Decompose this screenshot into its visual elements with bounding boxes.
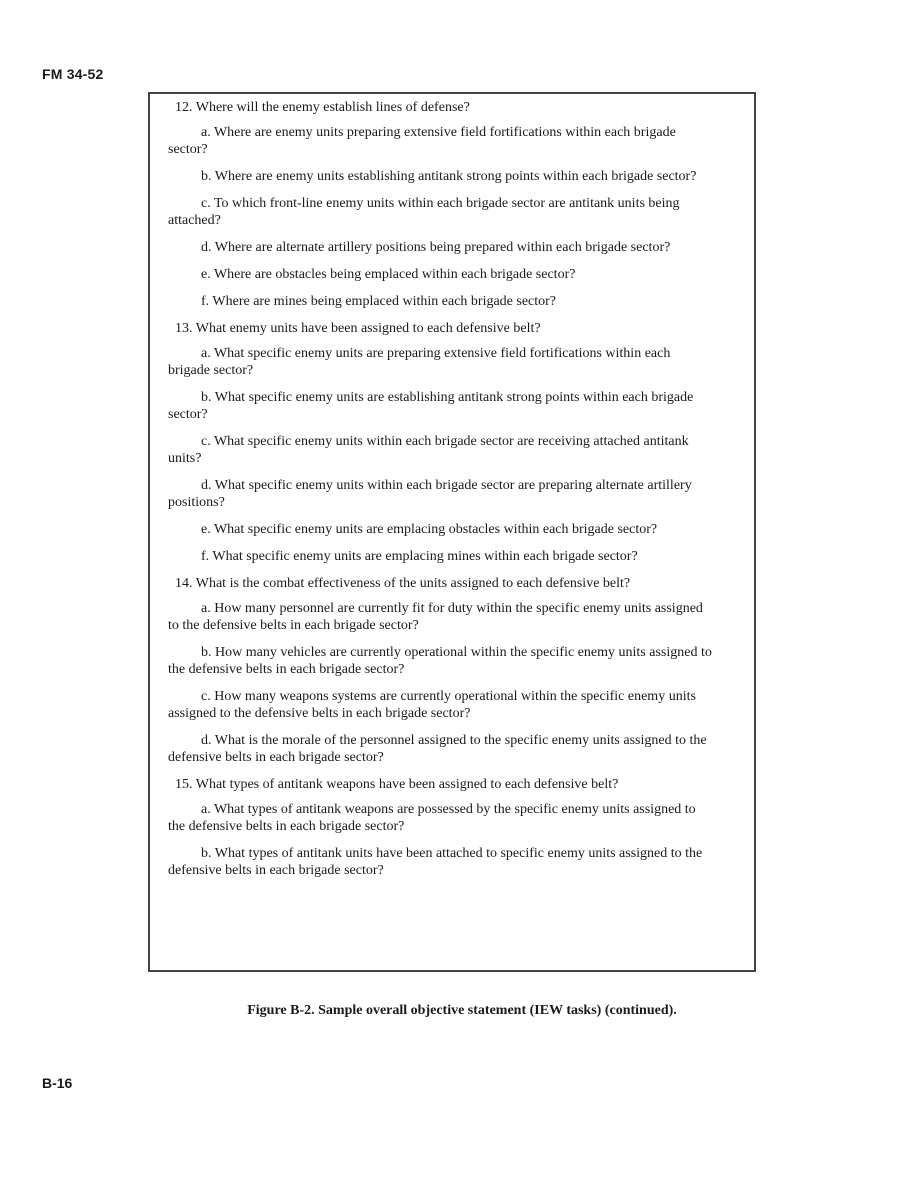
question-14-c: c. How many weapons systems are currently operational within the specific enemy units assigned to the defensive belts in each brigade sector? — [168, 689, 696, 721]
question-14-b: b. How many vehicles are currently operational within the specific enemy units assigned to the defensive belts in each brigade sector? — [168, 645, 712, 677]
question-12: 12. Where will the enemy establish lines of defense? — [175, 100, 470, 115]
question-13-b: b. What specific enemy units are establishing antitank strong points within each brigade sector? — [168, 390, 694, 422]
question-12-a: a. Where are enemy units preparing extensive field fortifications within each brigade sector? — [168, 125, 676, 157]
question-12-c: c. To which front-line enemy units within each brigade sector are antitank units being attached? — [168, 196, 680, 228]
question-15-a: a. What types of antitank weapons are possessed by the specific enemy units assigned to the defensive belts in each brigade sector? — [168, 802, 696, 834]
question-14-a: a. How many personnel are currently fit for duty within the specific enemy units assigned to the defensive belts in each brigade sector? — [168, 601, 703, 633]
question-14: 14. What is the combat effectiveness of the units assigned to each defensive belt? — [175, 576, 631, 591]
question-12-b: b. Where are enemy units establishing antitank strong points within each brigade sector? — [201, 169, 697, 184]
question-15: 15. What types of antitank weapons have been assigned to each defensive belt? — [175, 777, 619, 792]
question-12-f: f. Where are mines being emplaced within each brigade sector? — [201, 294, 557, 309]
question-13-c: c. What specific enemy units within each brigade sector are receiving attached antitank units? — [168, 434, 689, 466]
question-13-e: e. What specific enemy units are emplacing obstacles within each brigade sector? — [201, 522, 658, 537]
manual-header: FM 34-52 — [42, 66, 104, 82]
question-13: 13. What enemy units have been assigned to each defensive belt? — [175, 321, 541, 336]
question-12-e: e. Where are obstacles being emplaced within each brigade sector? — [201, 267, 576, 282]
question-15-b: b. What types of antitank units have been attached to specific enemy units assigned to the defensive belts in each brigade sector? — [168, 846, 703, 878]
question-13-a: a. What specific enemy units are preparing extensive field fortifications within each brigade sector? — [168, 346, 671, 378]
question-13-d: d. What specific enemy units within each brigade sector are preparing alternate artillery positions? — [168, 478, 692, 510]
page-number: B-16 — [42, 1075, 73, 1091]
figure-content — [168, 99, 713, 889]
question-14-d: d. What is the morale of the personnel assigned to the specific enemy units assigned to the defensive belts in each brigade sector? — [168, 733, 707, 765]
figure-caption: Figure B-2. Sample overall objective statement (IEW tasks) (continued). — [247, 1003, 677, 1018]
question-13-f: f. What specific enemy units are emplacing mines within each brigade sector? — [201, 549, 638, 564]
question-12-d: d. Where are alternate artillery positions being prepared within each brigade sector? — [201, 240, 671, 255]
